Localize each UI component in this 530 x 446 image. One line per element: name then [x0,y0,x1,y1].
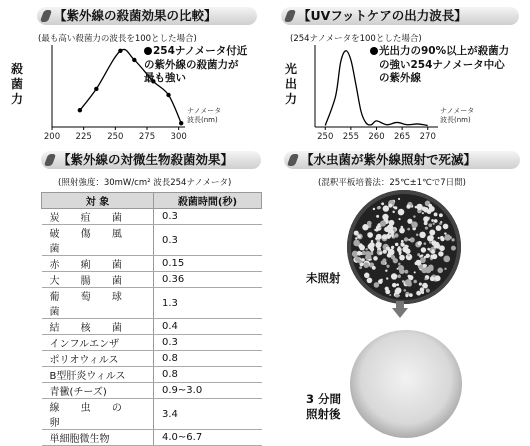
table-cell-target: 単細胞微生物 [42,430,154,446]
panel1-subtitle: (最も高い殺菌力の波長を100とした場合) [38,34,197,44]
colony [353,240,360,247]
colony [359,266,362,269]
colony [421,267,427,273]
table-cell-time: 0.8 [154,351,262,367]
colony [416,291,421,296]
table-row [42,288,262,319]
colony [435,275,441,281]
colony [376,234,382,240]
table-cell-target: インフルエンザ [42,335,154,351]
colony [399,255,405,261]
colony [413,215,415,217]
colony [367,232,373,238]
table-row [42,383,262,399]
panel1-note: 254ナノメータ付近 の紫外線の殺菌力が 最も強い [144,45,248,84]
colony [439,222,442,225]
colony [430,276,435,281]
colony [393,258,398,263]
table-cell-time: 0.3 [154,335,262,351]
colony [387,253,392,258]
colony [391,251,393,253]
table-cell-target: 青黴(チーズ) [42,383,154,399]
table-row [42,351,262,367]
table-cell-time: 0.4 [154,319,262,335]
colony [370,247,374,251]
colony [408,239,410,241]
colony [395,243,399,247]
colony [380,221,386,227]
colony [378,279,383,284]
table-row [42,256,262,272]
dish-before-image [347,190,461,304]
colony [373,208,375,210]
colony [434,212,438,216]
dish-after-image [350,330,462,438]
data-point [118,49,122,53]
table-row [42,335,262,351]
table-cell-target: B型肝炎ウィルス [42,367,154,383]
table-cell-target: 赤 痢 菌 [42,256,154,272]
colony [357,251,362,256]
colony [355,237,357,239]
colony [451,246,456,251]
colony [422,212,424,214]
colony [405,248,411,254]
title-mark-icon [287,154,299,166]
colony [381,202,384,205]
x-tick-label: 255 [342,132,359,142]
table-row [42,225,262,256]
colony [405,279,412,286]
colony [418,241,422,245]
colony [363,262,369,268]
colony [424,256,427,259]
table-cell-target: 結 核 菌 [42,319,154,335]
colony [388,203,392,207]
colony [444,232,446,234]
colony [449,236,452,239]
colony [367,278,373,284]
colony [391,246,394,249]
colony [383,205,389,211]
title-mark-icon [284,10,296,22]
table-cell-time: 0.3 [154,225,262,256]
colony [365,248,368,251]
data-point [179,121,183,125]
x-tick-label: 225 [75,132,92,142]
colony [389,294,391,296]
colony [433,242,440,249]
colony [374,229,376,231]
colony [385,287,389,291]
table-row [42,430,262,446]
table-cell-target: 炭 疽 菌 [42,209,154,225]
down-arrow-icon [392,308,408,318]
panel1-title: 【紫外線の殺菌効果の比較】 [37,7,257,25]
table-row [42,399,262,430]
panel2-note: 光出力の90%以上が殺菌力 の強い254ナノメータ中心 の紫外線 [370,45,509,86]
colony [414,271,416,273]
panel2-title: 【UVフットケアの出力波長】 [281,7,519,25]
colony [424,278,427,281]
colony [429,206,435,212]
table-cell-time: 0.9~3.0 [154,383,262,399]
colony [398,265,404,271]
label-before: 未照射 [306,271,341,285]
colony [422,283,428,289]
colony [424,242,427,245]
table-cell-time: 0.15 [154,256,262,272]
table-row [42,367,262,383]
colony [398,218,400,220]
colony [407,275,410,278]
colony [440,237,444,241]
colony [407,228,410,231]
table-cell-target: 大 腸 菌 [42,272,154,288]
x-tick-label: 300 [170,132,187,142]
colony [405,294,408,297]
colony [391,273,397,279]
colony [389,233,391,235]
table-cell-target: 葡 萄 球 菌 [42,288,154,319]
table-cell-time: 0.3 [154,209,262,225]
bullet-icon [370,47,378,55]
colony [437,268,443,274]
colony [420,287,425,292]
colony [387,225,394,232]
colony [397,275,401,279]
x-tick-label: 200 [43,132,61,142]
colony [429,241,432,244]
colony [419,283,422,286]
table-cell-time: 3.4 [154,399,262,430]
colony [354,231,359,236]
data-point [78,108,82,112]
colony [369,242,375,248]
colony [432,249,435,252]
colony [386,277,388,279]
title-mark-icon [44,154,56,166]
x-unit-label: 波長(nm) [187,116,218,124]
colony [434,219,438,223]
colony [379,252,382,255]
colony [416,234,419,237]
colony [426,288,430,292]
colony [364,273,369,278]
colony [355,256,360,261]
colony [438,251,443,256]
table-cell-target: ポリオウィルス [42,351,154,367]
panel2-subtitle: (254ナノメータを100とした場合) [290,34,422,44]
colony [436,225,442,231]
colony [431,219,434,222]
colony [443,256,450,263]
colony [409,293,413,297]
panel4-title: 【水虫菌が紫外線照射で死滅】 [284,151,520,169]
table-header-time: 殺菌時間(秒) [154,193,262,209]
colonies-image [347,190,461,304]
x-tick-label: 250 [317,132,334,142]
panel3-title: 【紫外線の対微生物殺菌効果】 [41,151,261,169]
colony [383,249,387,253]
colony [408,254,410,256]
colony [413,280,417,284]
table-cell-target: 線 虫 の 卵 [42,399,154,430]
colony [427,248,430,251]
panel1-ylabel: 殺 菌 力 [10,62,23,106]
data-point [166,93,170,97]
x-tick-label: 275 [138,132,156,142]
colony [398,263,401,266]
x-unit-label: ナノメータ [187,107,222,115]
colony [372,266,376,270]
x-unit-label: ナノメータ [440,107,475,115]
colony [358,235,361,238]
x-tick-label: 250 [107,132,124,142]
x-tick-label: 265 [394,132,411,142]
colony [396,283,399,286]
colony [377,206,380,209]
colony [437,242,439,244]
colony [386,246,390,250]
colony [368,259,370,261]
colony [425,226,428,229]
colony [451,238,454,241]
colony [374,282,380,288]
colony [404,237,408,241]
colony [439,245,445,251]
colony [444,268,446,270]
colony [406,245,408,247]
table-row [42,319,262,335]
table-cell-time: 0.8 [154,367,262,383]
panel2-ylabel: 光 出 力 [284,62,297,106]
colony [367,221,372,226]
colony [399,228,405,234]
colony [438,237,440,239]
colony [429,235,434,240]
colony [419,232,425,238]
colony [417,253,420,256]
colony [410,237,415,242]
colony [393,206,395,208]
colony [432,223,434,225]
colony [423,207,428,212]
colony [373,256,378,261]
label-after: 3 分間 照射後 [306,392,342,421]
data-point [94,87,98,91]
colony [398,198,400,200]
colony [392,211,394,213]
colony [386,265,389,268]
x-tick-label: 260 [368,132,385,142]
colony [428,223,432,227]
x-unit-label: 波長(nm) [440,116,471,124]
colony [443,224,449,230]
table-row [42,209,262,225]
colony [382,234,387,239]
x-tick-label: 270 [419,132,436,142]
colony [381,260,386,265]
colony [401,240,404,243]
colony [411,221,418,228]
table-row [42,272,262,288]
title-mark-icon [40,10,52,22]
colony [428,265,434,271]
table-cell-time: 0.36 [154,272,262,288]
table-cell-time: 1.3 [154,288,262,319]
microbe-table [41,192,262,446]
panel4-subtitle: (混釈平板培養法：25℃±1℃で7日間) [318,178,466,188]
colony [362,251,366,255]
colony [415,260,421,266]
colony [398,209,405,216]
table-cell-time: 4.0~6.7 [154,430,262,446]
colony [400,242,404,246]
colony [376,215,379,218]
bullet-icon [144,47,152,55]
colony [430,255,434,259]
colony [429,230,435,236]
colony [423,216,429,222]
data-point [132,58,136,62]
colony [416,204,422,210]
colony [421,247,426,252]
colony [375,242,381,248]
colony [439,213,443,217]
colony [421,254,423,256]
colony [398,246,401,249]
colony [404,289,407,292]
colony [395,288,401,294]
colony [385,270,387,272]
colony [365,251,370,256]
colony [406,204,410,208]
table-header-target: 対 象 [42,193,154,209]
table-cell-target: 破 傷 風 菌 [42,225,154,256]
panel3-subtitle: (照射強度：30mW/cm² 波長254ナノメータ) [58,178,232,188]
colony [405,270,409,274]
colony [392,283,397,288]
